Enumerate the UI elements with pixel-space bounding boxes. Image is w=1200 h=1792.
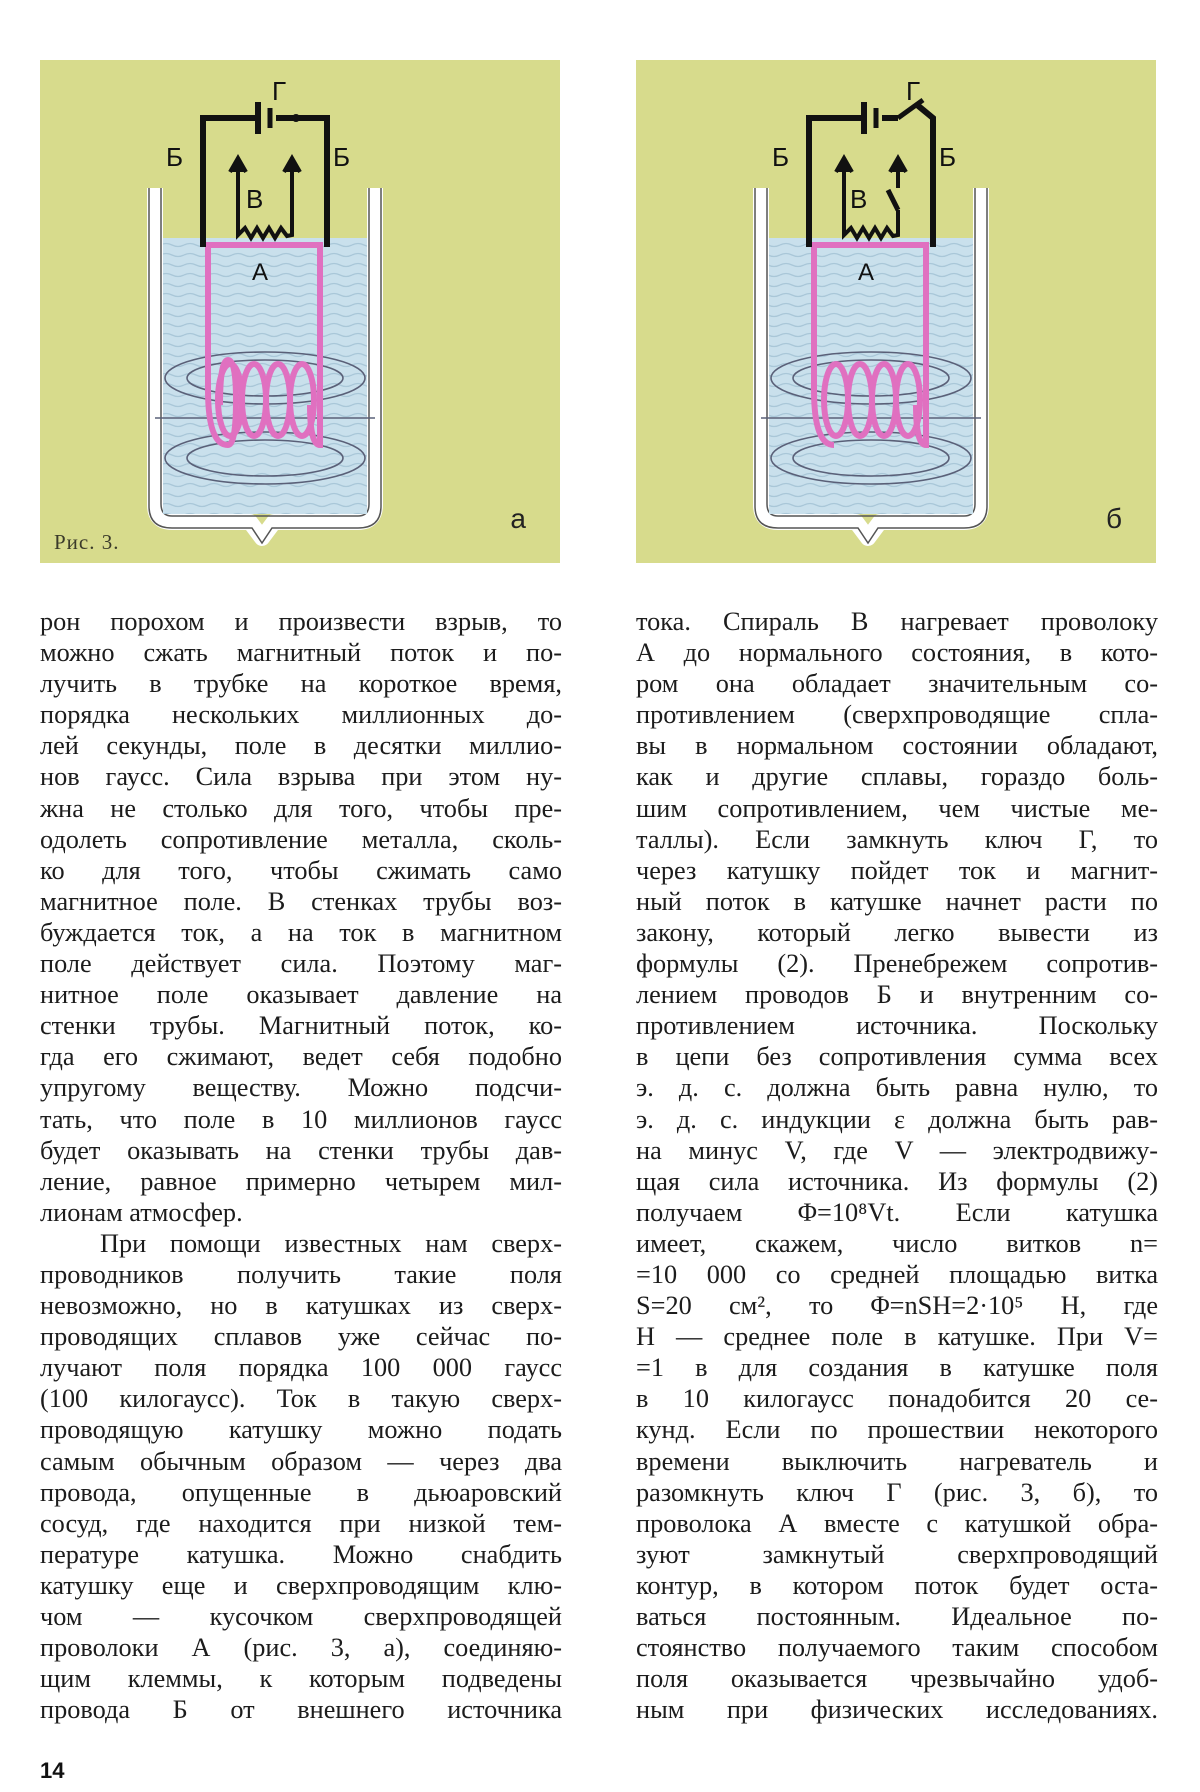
text-line: стоянство получаемого таким способом [636,1633,1158,1663]
circuit [203,102,327,247]
text-line: можно сжать магнитный поток и по- [40,638,562,668]
text-line: S=20 см², то Φ=nSH=2·10⁵ H, где [636,1291,1158,1321]
text-line: (100 килогаусс). Ток в такую сверх- [40,1384,562,1414]
text-line: сосуд, где находится при низкой тем- [40,1508,562,1538]
page-number: 14 [40,1758,65,1783]
text-line: вы в нормальном состоянии обладают, [636,731,1158,761]
text-line: гда его сжимают, ведет себя подобно [40,1042,562,1072]
text-line: в 10 килогаусс понадобится 20 се- [636,1384,1158,1414]
text-line: H — среднее поле в катушке. При V= [636,1322,1158,1352]
text-line: проволоки А (рис. 3, а), соединяю- [40,1633,562,1663]
text-line: самым обычным образом — через два [40,1446,562,1476]
text-line: контур, в котором поток будет оста- [636,1570,1158,1600]
text-column-left [40,606,562,1725]
text-line: получаем Φ=10⁸Vt. Если катушка [636,1197,1158,1227]
label-switch: Г [272,76,287,106]
circuit [809,100,933,247]
text-line: закону, который легко вывести из [636,917,1158,947]
text-line: тока. Спираль В нагревает проволоку [636,607,1158,636]
label-heater: В [850,184,868,214]
text-line: =10 000 со средней площадью витка [636,1259,1158,1289]
text-line: как и другие сплавы, гораздо боль- [636,762,1158,792]
text-line: э. д. с. индукции ε должна быть рав- [636,1104,1158,1134]
text-line: щая сила источника. Из формулы (2) [636,1166,1158,1196]
text-line: нов гаусс. Сила взрыва при этом ну- [40,762,562,792]
text-line: шим сопротивлением, чем чистые ме- [636,793,1158,823]
text-line: разомкнуть ключ Г (рис. 3, б), то [636,1477,1158,1507]
figure-3a [40,60,560,563]
heater-spiral [230,158,300,238]
text-line: ко для того, чтобы сжимать само [40,855,562,885]
text-line: поля оказывается чрезвычайно удоб- [636,1664,1158,1694]
text-line: щим клеммы, к которым подведены [40,1664,562,1694]
text-line: ваться постоянным. Идеальное по- [636,1602,1158,1631]
label-right-wire: Б [333,142,351,172]
text-line: ром она обладает значительным со- [636,669,1158,699]
label-left-wire: Б [166,142,184,172]
text-line: формулы (2). Пренебрежем сопротив- [636,949,1158,979]
text-line: А до нормального состояния, в кото- [636,638,1158,668]
label-switch: Г [906,76,921,106]
text-line: проводящую катушку можно подать [40,1415,562,1445]
text-line: проволока А вместе с катушкой обра- [636,1508,1158,1538]
switch-closed [292,114,300,122]
text-line: лением проводов Б и внутренним со- [636,980,1158,1010]
dewar-diagram-b [636,60,1156,563]
text-line: противлением (сверхпроводящие спла- [636,700,1158,730]
text-line: катушку еще и сверхпроводящим клю- [40,1570,562,1600]
text-line: =1 в для создания в катушке поля [636,1353,1158,1383]
text-line: жна не столько для того, чтобы пре- [40,793,562,823]
text-line: нитное поле оказывает давление на [40,980,562,1010]
text-line: стенки трубы. Магнитный поток, ко- [40,1011,562,1041]
text-line: через катушку пойдет ток и магнит- [636,855,1158,885]
text-line: ным при физических исследованиях. [636,1695,1158,1725]
text-line: При помощи известных нам сверх- [100,1228,562,1258]
label-wire: А [252,259,269,286]
label-wire: А [858,259,875,286]
text-line: пературе катушка. Можно снабдить [40,1539,562,1569]
text-line: упругому веществу. Можно подсчи- [40,1073,562,1103]
text-line: невозможно, но в катушках из сверх- [40,1291,562,1321]
text-line: ление, равное примерно четырем мил- [40,1166,562,1196]
text-line: одолеть сопротивление металла, сколь- [40,824,562,854]
text-line: буждается ток, а на ток в магнитном [40,917,562,947]
heater-spiral [836,158,906,238]
text-line: рон порохом и произвести взрыв, то [40,607,562,636]
text-line: лучают поля порядка 100 000 гаусс [40,1353,562,1383]
panel-letter-a: а [510,503,526,534]
text-line: на минус V, где V — электродвижу- [636,1135,1158,1165]
text-line: проводящих сплавов уже сейчас по- [40,1322,562,1352]
text-line: порядка нескольких миллионных до- [40,700,562,730]
text-line: тать, что поле в 10 миллионов гаусс [40,1104,562,1134]
text-line: провода, опущенные в дьюаровский [40,1477,562,1507]
text-line: магнитное поле. В стенках трубы воз- [40,886,562,916]
text-line: ный поток в катушке начнет расти по [636,886,1158,916]
text-line: кунд. Если по прошествии некоторого [636,1415,1158,1445]
dewar-diagram-a [40,60,560,563]
text-line: в цепи без сопротивления сумма всех [636,1042,1158,1072]
text-line: лучить в трубке на короткое время, [40,669,562,699]
text-line: проводников получить такие поля [40,1259,562,1289]
text-line: противлением источника. Поскольку [636,1011,1158,1041]
text-line: провода Б от внешнего источника [40,1695,562,1725]
text-line: зуют замкнутый сверхпроводящий [636,1539,1158,1569]
text-line: поле действует сила. Поэтому маг- [40,949,562,979]
text-line: э. д. с. должна быть равна нулю, то [636,1073,1158,1103]
panel-letter-b: б [1105,503,1122,534]
label-left-wire: Б [772,142,790,172]
label-right-wire: Б [939,142,957,172]
label-heater: В [246,184,264,214]
text-line: времени выключить нагреватель и [636,1446,1158,1476]
text-line: лионам атмосфер. [40,1197,243,1227]
figure-caption: Рис. 3. [54,530,120,554]
text-line: чом — кусочком сверхпроводящей [40,1602,562,1631]
text-line: будет оказывать на стенки трубы дав- [40,1135,562,1165]
text-line: таллы). Если замкнуть ключ Г, то [636,824,1158,854]
figure-3b [636,60,1156,563]
text-column-right [636,606,1158,1725]
text-line: лей секунды, поле в десятки миллио- [40,731,562,761]
text-line: имеет, скажем, число витков n= [636,1228,1158,1258]
